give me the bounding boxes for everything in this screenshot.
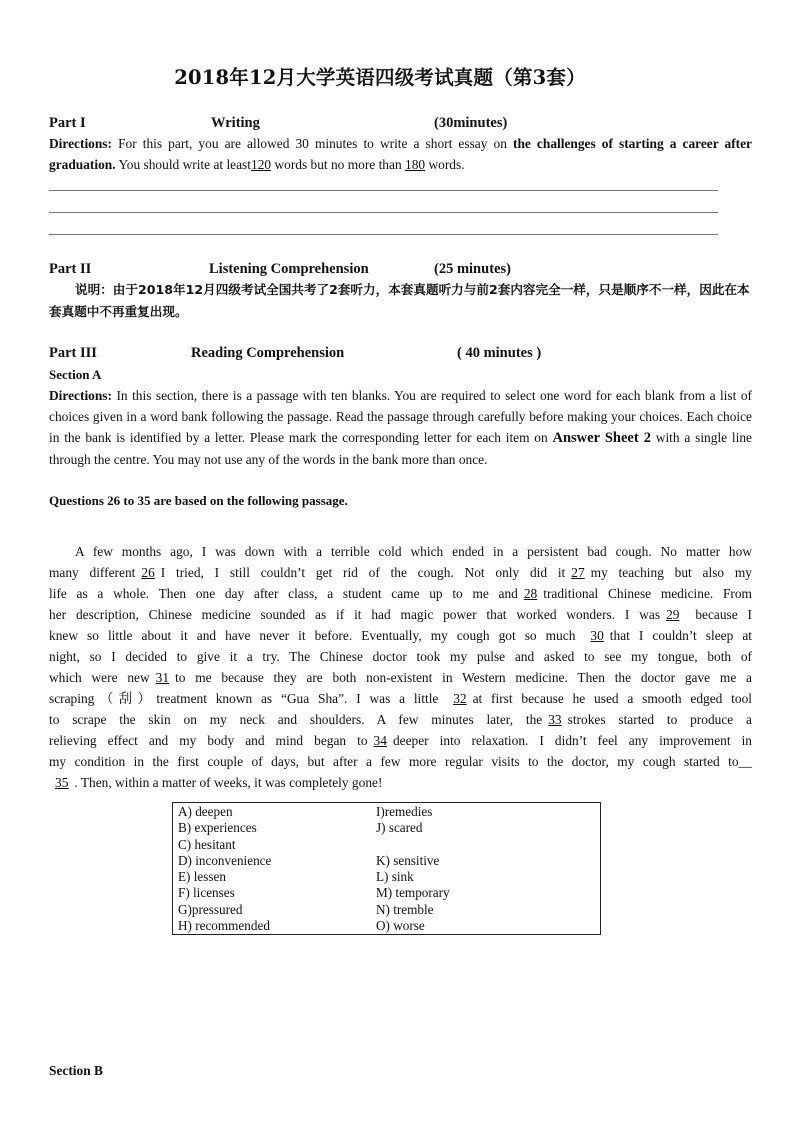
passage-text: I tried, I still couldn’t get rid of the cough. Not only did it xyxy=(160,565,566,580)
passage-line xyxy=(49,688,752,709)
part3-name: Reading Comprehension xyxy=(191,345,345,361)
part2-label: Part II xyxy=(49,261,92,277)
blank-26[interactable]: 26 xyxy=(141,565,155,580)
passage-text: deeper into relaxation. I didn’t feel any improvement in xyxy=(392,733,752,748)
passage-line xyxy=(49,646,752,667)
blank-34[interactable]: 34 xyxy=(373,733,387,748)
passage-line xyxy=(49,730,752,751)
directions-text: with a single line through the centre. You may not use any of the words in the bank more than once. xyxy=(49,430,752,467)
word-bank xyxy=(172,802,601,935)
max-words: 180 xyxy=(405,157,426,172)
blank-28[interactable]: 28 xyxy=(523,586,538,601)
part2-name: Listening Comprehension xyxy=(209,261,369,277)
word-bank-option[interactable]: H) recommended xyxy=(178,918,270,934)
word-bank-option[interactable]: E) lessen xyxy=(178,869,226,885)
directions-text: words. xyxy=(428,157,465,172)
word-bank-option[interactable]: D) inconvenience xyxy=(178,852,272,868)
blank-33[interactable]: 33 xyxy=(548,712,562,727)
part3-label: Part III xyxy=(49,345,97,361)
questions-note: Questions 26 to 35 are based on the following passage. xyxy=(49,493,348,508)
passage-text: to me because they are both non-existent in Western medicine. Then the doctor gave me a xyxy=(175,670,752,685)
passage-text: many different xyxy=(49,565,136,580)
blank-35[interactable]: 35 xyxy=(55,775,69,790)
passage-line xyxy=(49,562,752,583)
word-bank-option[interactable]: A) deepen xyxy=(178,804,233,819)
part2-note: 说明：由于2018年12月四级考试全国共考了2套听力，本套真题听力与前2套内容完全一样，只是顺序不一样，因此在本套真题中不再重复出现。 xyxy=(49,282,750,319)
passage-text: relieving effect and my body and mind began to xyxy=(49,733,368,748)
section-b-heading: Section B xyxy=(49,1063,103,1078)
word-bank-option[interactable]: K) sensitive xyxy=(376,852,440,868)
passage-text: . Then, within a matter of weeks, it was completely gone! xyxy=(74,775,383,790)
blank-27[interactable]: 27 xyxy=(571,565,585,580)
writing-line xyxy=(49,234,718,235)
passage-line xyxy=(49,604,752,625)
passage-text: my teaching but also my xyxy=(590,565,752,580)
word-bank-option[interactable]: J) scared xyxy=(376,820,423,836)
passage-line xyxy=(49,709,752,730)
blank-30[interactable]: 30 xyxy=(590,628,604,643)
part3-directions xyxy=(49,385,752,470)
word-bank-option[interactable]: M) temporary xyxy=(376,885,450,901)
passage-text: life as a whole. Then one day after class, a student came up to me and xyxy=(49,586,518,601)
blank-32[interactable]: 32 xyxy=(453,691,467,706)
part2-time: (25 minutes) xyxy=(434,261,511,277)
passage-text: A few months ago, I was down with a terrible cold which ended in a persistent bad cough. No matter how xyxy=(75,544,752,559)
word-bank-option[interactable]: C) hesitant xyxy=(178,836,236,852)
blank-29[interactable]: 29 xyxy=(666,607,680,622)
word-bank-option xyxy=(376,837,450,853)
part1-time: (30minutes) xyxy=(434,115,508,131)
word-bank-option[interactable]: G)pressured xyxy=(178,901,243,917)
essay-topic: the challenges of starting a career after graduation. xyxy=(49,136,753,172)
writing-line xyxy=(49,190,718,191)
part1-name: Writing xyxy=(211,115,260,131)
passage-line xyxy=(49,751,752,772)
passage-text: traditional Chinese medicine. From xyxy=(543,586,752,601)
passage-text: her description, Chinese medicine sounded as if it had magic power that worked wonders. I was xyxy=(49,607,661,622)
directions-text: In this section, there is a passage with ten blanks. You are required to select one word for each blank from a list of choices given in a word bank following the passage. Read the passage through carefully before making your choices. Each choice in the bank is identified by a letter. Please mark the corresponding letter for each item on xyxy=(49,388,752,445)
word-bank-option[interactable]: O) worse xyxy=(376,918,425,934)
passage-text: strokes started to produce a xyxy=(567,712,752,727)
passage-text: that I couldn’t sleep at xyxy=(609,628,752,643)
passage-line xyxy=(49,667,752,688)
word-bank-option[interactable]: N) tremble xyxy=(376,901,434,917)
passage-text: because I xyxy=(685,607,753,622)
passage-text: my condition in the first couple of days, but after a few more regular visits to the doctor, my cough started to__ xyxy=(49,754,752,769)
word-bank-right-column xyxy=(376,804,450,934)
answer-sheet-ref: Answer Sheet 2 xyxy=(552,430,651,446)
part1-directions xyxy=(49,133,752,175)
passage-text: night, so I decided to give it a try. The Chinese doctor took my pulse and asked to see my tongue, both of xyxy=(49,649,752,664)
directions-label: Directions: xyxy=(49,388,112,403)
word-bank-option[interactable]: L) sink xyxy=(376,869,414,885)
passage-line xyxy=(49,541,752,562)
passage-text: to scrape the skin on my neck and shoulders. A few minutes later, the xyxy=(49,712,543,727)
passage-line xyxy=(49,772,752,793)
word-bank-option[interactable]: F) licenses xyxy=(178,885,235,901)
section-a-heading: Section A xyxy=(49,367,102,382)
reading-passage xyxy=(49,541,752,793)
passage-text: knew so little about it and have never it before. Eventually, my cough got so much xyxy=(49,628,585,643)
passage-line xyxy=(49,583,752,604)
min-words: 120 xyxy=(251,157,272,172)
directions-label: Directions: xyxy=(49,136,112,151)
part3-time: ( 40 minutes ) xyxy=(457,345,542,361)
page-title: 2018年12月大学英语四级考试真题（第3套） xyxy=(174,66,586,89)
passage-text: at first because he used a smooth edged tool xyxy=(472,691,752,706)
blank-31[interactable]: 31 xyxy=(155,670,170,685)
directions-text: For this part, you are allowed 30 minutes to write a short essay on xyxy=(118,136,507,151)
word-bank-option[interactable]: I)remedies xyxy=(376,804,433,819)
writing-line xyxy=(49,212,718,213)
passage-text: scraping（刮）treatment known as “Gua Sha”. I was a little xyxy=(49,691,448,706)
directions-text: You should write at least xyxy=(118,157,251,172)
word-bank-left-column xyxy=(178,804,271,934)
word-bank-option[interactable]: B) experiences xyxy=(178,820,257,836)
part1-label: Part I xyxy=(49,115,86,131)
passage-line xyxy=(49,625,752,646)
directions-text: words but no more than xyxy=(274,157,402,172)
passage-text: which were new xyxy=(49,670,150,685)
